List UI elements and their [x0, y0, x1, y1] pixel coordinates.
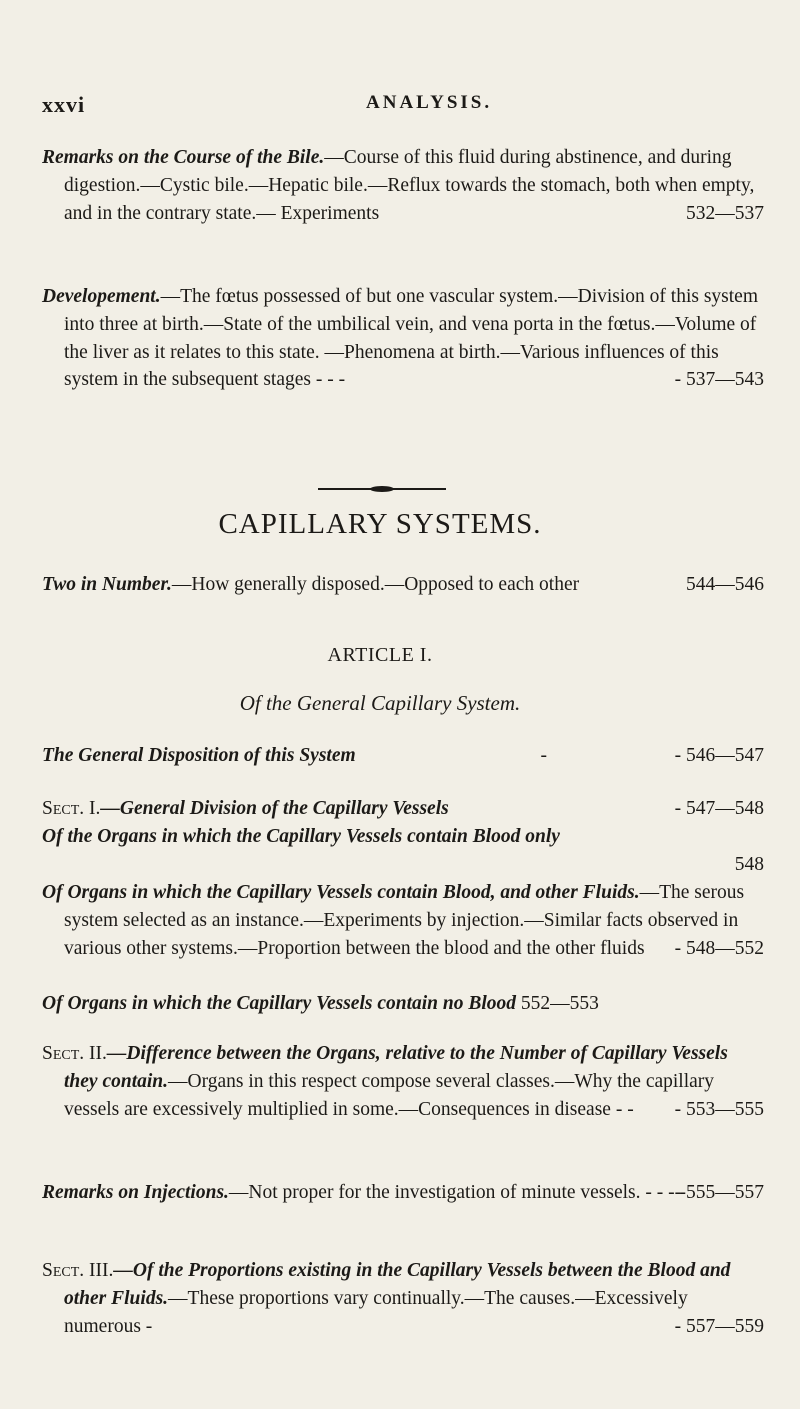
ornamental-rule: [318, 488, 446, 490]
sect-1-entry: [42, 795, 764, 823]
sect-2-entry: [42, 1040, 764, 1123]
entry-pages: - 553—555: [674, 1098, 764, 1120]
entry-lead: Developement.: [42, 286, 161, 307]
entry-pages: 544—546: [686, 574, 764, 595]
entry-lead: Two in Number.: [42, 574, 172, 595]
running-title: ANALYSIS.: [366, 92, 493, 113]
entry-lead: —Of the Proportions existing in the Capillary Vessels between the Blood and other Fluids.: [64, 1260, 731, 1309]
entry-lead: Of the Organs in which the Capillary Vessels contain Blood only: [42, 826, 560, 847]
entry-pages: - 548—552: [674, 937, 764, 959]
injections-entry: [42, 1179, 764, 1207]
bile-entry: [42, 144, 764, 227]
entry-pages: - 555—557: [674, 1182, 764, 1203]
entry-text: —How generally disposed.—Opposed to each other: [171, 574, 580, 595]
entry-text: —Not proper for the investigation of minute vessels. - - - -: [228, 1182, 686, 1203]
sect-label: Sect. I.: [42, 798, 101, 819]
organs-blood-only-entry: [42, 823, 764, 879]
entry-text: —Organs in this respect compose several classes.—Why the capillary vessels are excessively multiplied in some.—Consequences in disease - -: [64, 1070, 715, 1120]
entry-lead: The General Disposition of this System: [42, 745, 356, 766]
entry-lead: Of Organs in which the Capillary Vessels contain Blood, and other Fluids.: [42, 882, 640, 903]
entry-pages: 532—537: [686, 202, 764, 224]
general-disposition-entry: [42, 742, 764, 770]
sect-3-entry: [42, 1257, 764, 1340]
entry-text: —The fœtus possessed of but one vascular system.—Division of this system into three at birth.—State of the umbilical vein, and vena porta in the fœtus.—Volume of the liver as it relates to this state. —Phenomena at birth.—Various influences of this system in the subsequent stages - - -: [64, 286, 758, 391]
entry-lead: Of Organs in which the Capillary Vessels contain no Blood: [42, 993, 517, 1014]
organs-no-blood-entry: [42, 990, 764, 1018]
page-number: xxvi: [42, 92, 86, 117]
entry-lead: Remarks on Injections.: [42, 1182, 229, 1203]
entry-lead: —General Division of the Capillary Vessels: [100, 798, 449, 819]
capillary-systems-title: CAPILLARY SYSTEMS.: [218, 508, 542, 540]
entry-pages: - 546—547: [674, 745, 764, 766]
entry-lead: Remarks on the Course of the Bile.: [42, 147, 325, 168]
entry-text: —These proportions vary continually.—The causes.—Excessively numerous -: [64, 1287, 688, 1337]
article-heading: ARTICLE I.: [327, 644, 433, 666]
entry-pages: - 557—559: [674, 1315, 764, 1337]
sect-label: Sect. II.: [42, 1043, 107, 1064]
entry-text: —Course of this fluid during abstinence, and during digestion.—Cystic bile.—Hepatic bile.—Reflux towards the stomach, both when empty, and in the contrary state.— Experiments: [64, 147, 755, 224]
entry-dash: -: [540, 745, 548, 766]
two-in-number-entry: [42, 571, 764, 599]
development-entry: [42, 283, 764, 394]
organs-blood-other-entry: [42, 879, 764, 962]
sect-label: Sect. III.: [42, 1260, 114, 1281]
entry-text: —The serous system selected as an instance.—Experiments by injection.—Similar facts observed in various other systems.—Proportion between the blood and the other fluids: [64, 882, 745, 959]
entry-pages: 548: [734, 853, 764, 875]
article-subtitle: Of the General Capillary System.: [239, 691, 521, 715]
entry-pages: - 537—543: [674, 369, 764, 391]
entry-lead: —Difference between the Organs, relative to the Number of Capillary Vessels they contain.: [64, 1043, 728, 1092]
entry-pages: 552—553: [520, 993, 599, 1014]
page-header: [42, 92, 762, 122]
entry-pages: - 547—548: [674, 798, 764, 819]
